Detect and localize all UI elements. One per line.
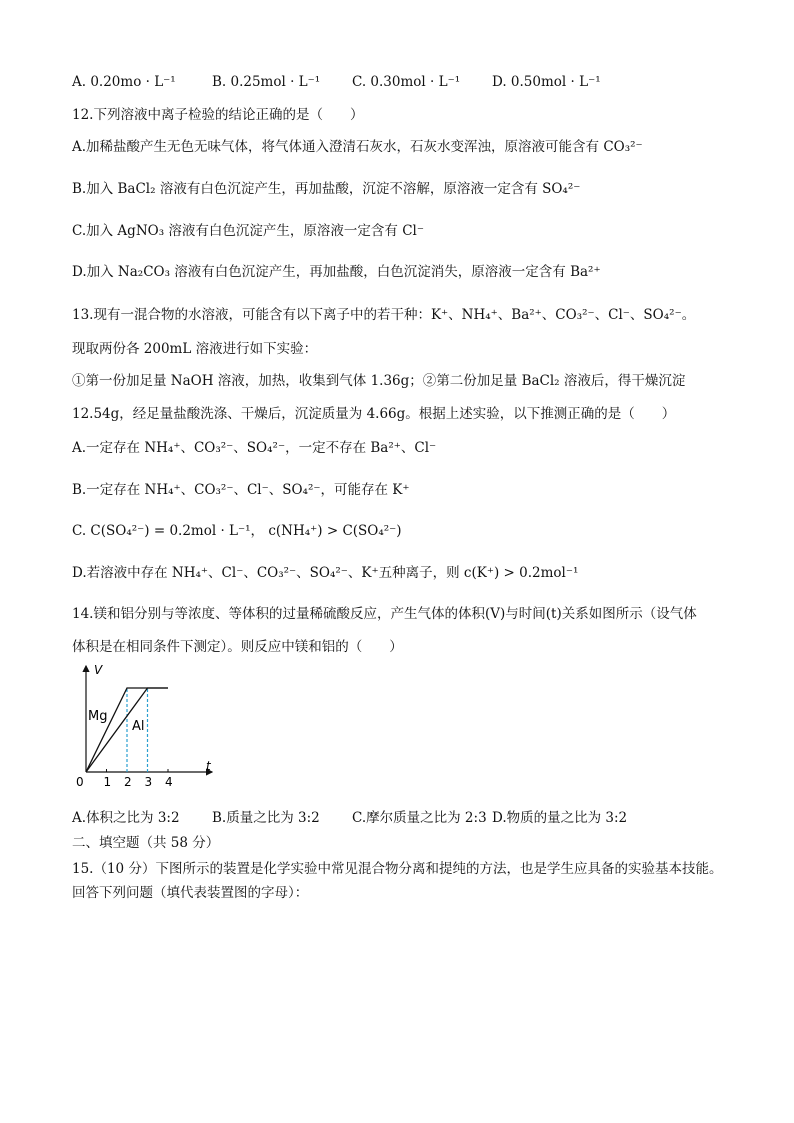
x-tick-label-2: 2 — [124, 775, 132, 789]
y-axis-label: V — [94, 663, 103, 677]
x-axis-label: t — [206, 759, 211, 773]
q13-stem-2: 现取两份各 200mL 溶液进行如下实验： — [72, 341, 318, 357]
q12-option-d: D.加入 Na₂CO₃ 溶液有白色沉淀产生，再加盐酸，白色沉淀消失，原溶液一定含有 Ba²⁺ — [72, 264, 601, 280]
q12-option-a: A.加稀盐酸产生无色无味气体，将气体通入澄清石灰水，石灰水变浑浊，原溶液可能含有 CO₃²⁻ — [72, 139, 643, 155]
q12-option-b: B.加入 BaCl₂ 溶液有白色沉淀产生，再加盐酸，沉淀不溶解，原溶液一定含有 SO₄²⁻ — [72, 181, 581, 197]
x-tick-label-3: 3 — [144, 775, 153, 789]
q13-stem-3: ①第一份加足量 NaOH 溶液，加热，收集到气体 1.36g；②第二份加足量 BaCl₂ 溶液后，得干燥沉淀 — [72, 373, 686, 389]
series-label-al: Al — [132, 719, 145, 734]
q14-option-d: D.物质的量之比为 3:2 — [492, 810, 628, 826]
q15-stem-2: 回答下列问题（填代表装置图的字母）： — [72, 885, 309, 901]
q13-option-a: A.一定存在 NH₄⁺、CO₃²⁻、SO₄²⁻，一定不存在 Ba²⁺、Cl⁻ — [72, 440, 437, 456]
q15-stem-1: 15.（10 分）下图所示的装置是化学实验中常见混合物分离和提纯的方法，也是学生应具备的实验基本技能。 — [72, 861, 723, 877]
series-label-mg: Mg — [88, 709, 108, 724]
q14-option-c: C.摩尔质量之比为 2:3 — [352, 810, 487, 826]
x-tick-label-1: 1 — [103, 775, 112, 789]
x-tick-label-4: 4 — [165, 775, 173, 789]
q13-stem-1: 13.现有一混合物的水溶液，可能含有以下离子中的若干种：K⁺、NH₄⁺、Ba²⁺、CO₃²⁻、Cl⁻、SO₄²⁻。 — [72, 307, 696, 323]
q14-option-b: B.质量之比为 3:2 — [212, 810, 320, 826]
q14-stem-2: 体积是在相同条件下测定）。则反应中镁和铝的（ ） — [72, 639, 403, 655]
v-t-chart-svg — [72, 660, 222, 800]
v-t-chart — [72, 660, 222, 800]
q13-stem-4: 12.54g，经足量盐酸洗涤、干燥后，沉淀质量为 4.66g。根据上述实验，以下推测正确的是（ ） — [72, 406, 676, 422]
q13-option-c: C. C(SO₄²⁻) = 0.2mol · L⁻¹， c(NH₄⁺) > C(SO₄²⁻) — [72, 523, 402, 539]
q13-option-b: B.一定存在 NH₄⁺、CO₃²⁻、Cl⁻、SO₄²⁻，可能存在 K⁺ — [72, 482, 410, 498]
x-tick-label-0: 0 — [76, 775, 84, 789]
q12-stem: 12.下列溶液中离子检验的结论正确的是（ ） — [72, 107, 364, 123]
section-2-heading: 二、填空题（共 58 分） — [72, 835, 220, 851]
q11-option-c: C. 0.30mol · L⁻¹ — [352, 74, 461, 90]
q11-option-d: D. 0.50mol · L⁻¹ — [492, 74, 601, 90]
q11-option-a: A. 0.20mo · L⁻¹ — [72, 74, 176, 90]
q11-options — [72, 72, 601, 92]
q12-option-c: C.加入 AgNO₃ 溶液有白色沉淀产生，原溶液一定含有 Cl⁻ — [72, 223, 424, 239]
q14-stem-1: 14.镁和铝分别与等浓度、等体积的过量稀硫酸反应，产生气体的体积(V)与时间(t)关系如图所示（设气体 — [72, 606, 697, 622]
q13-option-d: D.若溶液中存在 NH₄⁺、Cl⁻、CO₃²⁻、SO₄²⁻、K⁺五种离子，则 c(K⁺) > 0.2mol⁻¹ — [72, 565, 579, 581]
q11-option-b: B. 0.25mol · L⁻¹ — [212, 74, 321, 90]
q14-option-a: A.体积之比为 3:2 — [72, 810, 180, 826]
q14-options — [72, 808, 627, 828]
